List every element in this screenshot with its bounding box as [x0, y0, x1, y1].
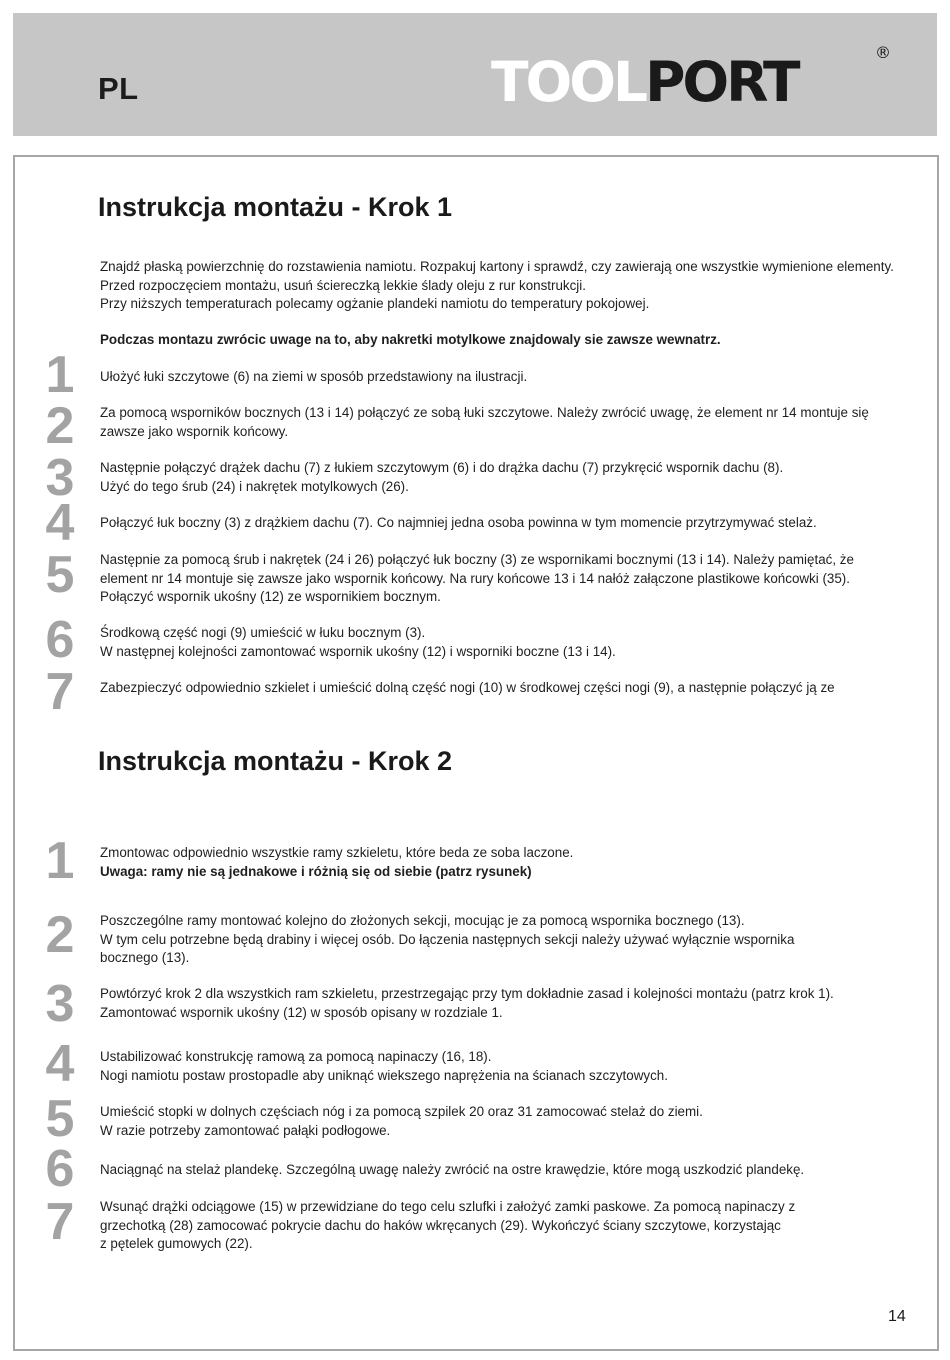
step-line: z pętelek gumowych (22). [100, 1236, 253, 1251]
step-line: Powtórzyć krok 2 dla wszystkich ram szkieletu, przestrzegając przy tym dokładnie zasad i kolejności montażu (patrz krok 1). [100, 986, 834, 1001]
step-line: Użyć do tego śrub (24) i nakrętek motylkowych (26). [100, 478, 409, 494]
logo-part-port: PORT [645, 50, 798, 114]
page-number: 14 [888, 1308, 906, 1325]
step2-title: Instrukcja montażu - Krok 2 [98, 746, 453, 776]
step-line: Nogi namiotu postaw prostopadle aby uniknąć wiekszego naprężenia na ścianach szczytowych. [100, 1067, 668, 1083]
intro-line: Przy niższych temperaturach polecamy ogżanie plandeki namiotu do temperatury pokojowej. [100, 296, 650, 311]
step-line: element nr 14 montuje się zawsze jako wspornik końcowy. Na rury końcowe 13 i 14 nałóż załączone plastikowe końcowki (35). [100, 570, 850, 586]
step1-number-3: 3 [45, 449, 75, 507]
step-line: Następnie połączyć drążek dachu (7) z łukiem szczytowym (6) i do drążka dachu (7) przykręcić wspornik dachu (8). [100, 460, 784, 475]
step-line: Zmontowac odpowiednio wszystkie ramy szkieletu, które beda ze soba laczone. [100, 845, 574, 860]
step2-number-6: 6 [45, 1140, 75, 1198]
step-line: Ułożyć łuki szczytowe (6) na ziemi w sposób przedstawiony na ilustracji. [100, 369, 528, 384]
step-line: Środkową część nogi (9) umieścić w łuku bocznym (3). [100, 625, 426, 640]
logo-part-tool: TOOL [491, 50, 646, 114]
step-line: grzechotką (28) zamocować pokrycie dachu do haków wkręcanych (29). Wykończyć ściany szczytowe, korzystając [100, 1217, 781, 1233]
step1-number-2: 2 [45, 397, 75, 455]
intro-line: Przed rozpoczęciem montażu, usuń ściereczką lekkie ślady oleju z rur konstrukcji. [100, 277, 586, 293]
step2-item-4 [100, 1048, 910, 1085]
step2-number-1: 1 [45, 832, 75, 890]
step2-number-2: 2 [45, 906, 75, 964]
step1-item-5 [100, 551, 910, 607]
step1-item-6 [100, 624, 910, 661]
step1-warning: Podczas montazu zwrócic uwage na to, aby nakretki motylkowe znajdowaly sie zawsze wewnatrz. [100, 332, 721, 347]
step1-number-7: 7 [45, 663, 75, 721]
step2-number-3: 3 [45, 975, 75, 1033]
step-line: Naciągnąć na stelaż plandekę. Szczególną uwagę należy zwrócić na ostre krawędzie, które mogą uszkodzić plandekę. [100, 1162, 805, 1177]
step2-number-4: 4 [45, 1035, 75, 1093]
step1-item-2 [100, 404, 910, 441]
step2-item-6 [100, 1161, 910, 1180]
step2-item-7 [100, 1198, 910, 1254]
step-line: zawsze jako wspornik końcowy. [100, 423, 289, 439]
step1-intro [100, 258, 910, 314]
step2-item-1 [100, 844, 910, 881]
step1-number-6: 6 [45, 611, 75, 669]
step-line: Następnie za pomocą śrub i nakrętek (24 i 26) połączyć łuk boczny (3) ze wspornikami bocznymi (13 i 14). Należy pamiętać, że [100, 552, 854, 567]
step-line: Połączyć wspornik ukośny (12) ze wspornikiem bocznym. [100, 589, 441, 604]
registered-mark: ® [875, 43, 891, 62]
step-line: bocznego (13). [100, 950, 190, 965]
step-line: Ustabilizować konstrukcję ramową za pomocą napinaczy (16, 18). [100, 1049, 492, 1064]
step-line: Wsunąć drążki odciągowe (15) w przewidziane do tego celu szlufki i założyć zamki paskowe. Za pomocą napinaczy z [100, 1199, 796, 1214]
intro-line: Znajdź płaską powierzchnię do rozstawienia namiotu. Rozpakuj kartony i sprawdź, czy zawierają one wszystkie wymienione elementy. [100, 259, 894, 274]
step-line: Zabezpieczyć odpowiednio szkielet i umieścić dolną część nogi (10) w środkowej części nogi (9), a następnie połączyć ją ze [100, 680, 835, 695]
step-note-bold: Uwaga: ramy nie są jednakowe i różnią się od siebie (patrz rysunek) [100, 863, 532, 879]
page-header [13, 13, 937, 136]
step-line: W razie potrzeby zamontować pałąki podłogowe. [100, 1122, 391, 1138]
step-line: W tym celu potrzebne będą drabiny i więcej osób. Do łączenia następnych sekcji należy używać wyłącznie wspornika [100, 931, 795, 947]
step2-item-5 [100, 1103, 910, 1140]
step-line: Umieścić stopki w dolnych częściach nóg i za pomocą szpilek 20 oraz 31 zamocować stelaż do ziemi. [100, 1104, 703, 1119]
step2-number-7: 7 [45, 1193, 75, 1251]
step1-title: Instrukcja montażu - Krok 1 [98, 192, 453, 222]
step-line: Poszczególne ramy montować kolejno do złożonych sekcji, mocując je za pomocą wspornika bocznego (13). [100, 913, 745, 928]
step1-item-7 [100, 679, 910, 698]
step2-item-3 [100, 985, 910, 1022]
language-label: PL [98, 71, 139, 106]
toolport-logo [491, 43, 891, 114]
step1-item-3 [100, 459, 910, 496]
step-line: Za pomocą wsporników bocznych (13 i 14) połączyć ze sobą łuki szczytowe. Należy zwrócić uwagę, że element nr 14 montuje się [100, 405, 869, 420]
step1-item-1 [100, 368, 910, 387]
step2-number-5: 5 [45, 1090, 75, 1148]
step1-number-1: 1 [45, 346, 75, 404]
step-line: Zamontować wspornik ukośny (12) w sposób opisany w rozdziale 1. [100, 1004, 503, 1020]
step-line: W następnej kolejności zamontować wspornik ukośny (12) i wsporniki boczne (13 i 14). [100, 643, 616, 659]
step1-number-4: 4 [45, 494, 75, 552]
step1-number-5: 5 [45, 546, 75, 604]
step2-item-2 [100, 912, 910, 968]
step-line: Połączyć łuk boczny (3) z drążkiem dachu (7). Co najmniej jedna osoba powinna w tym momencie przytrzymywać stelaż. [100, 515, 817, 530]
step1-item-4 [100, 514, 910, 533]
